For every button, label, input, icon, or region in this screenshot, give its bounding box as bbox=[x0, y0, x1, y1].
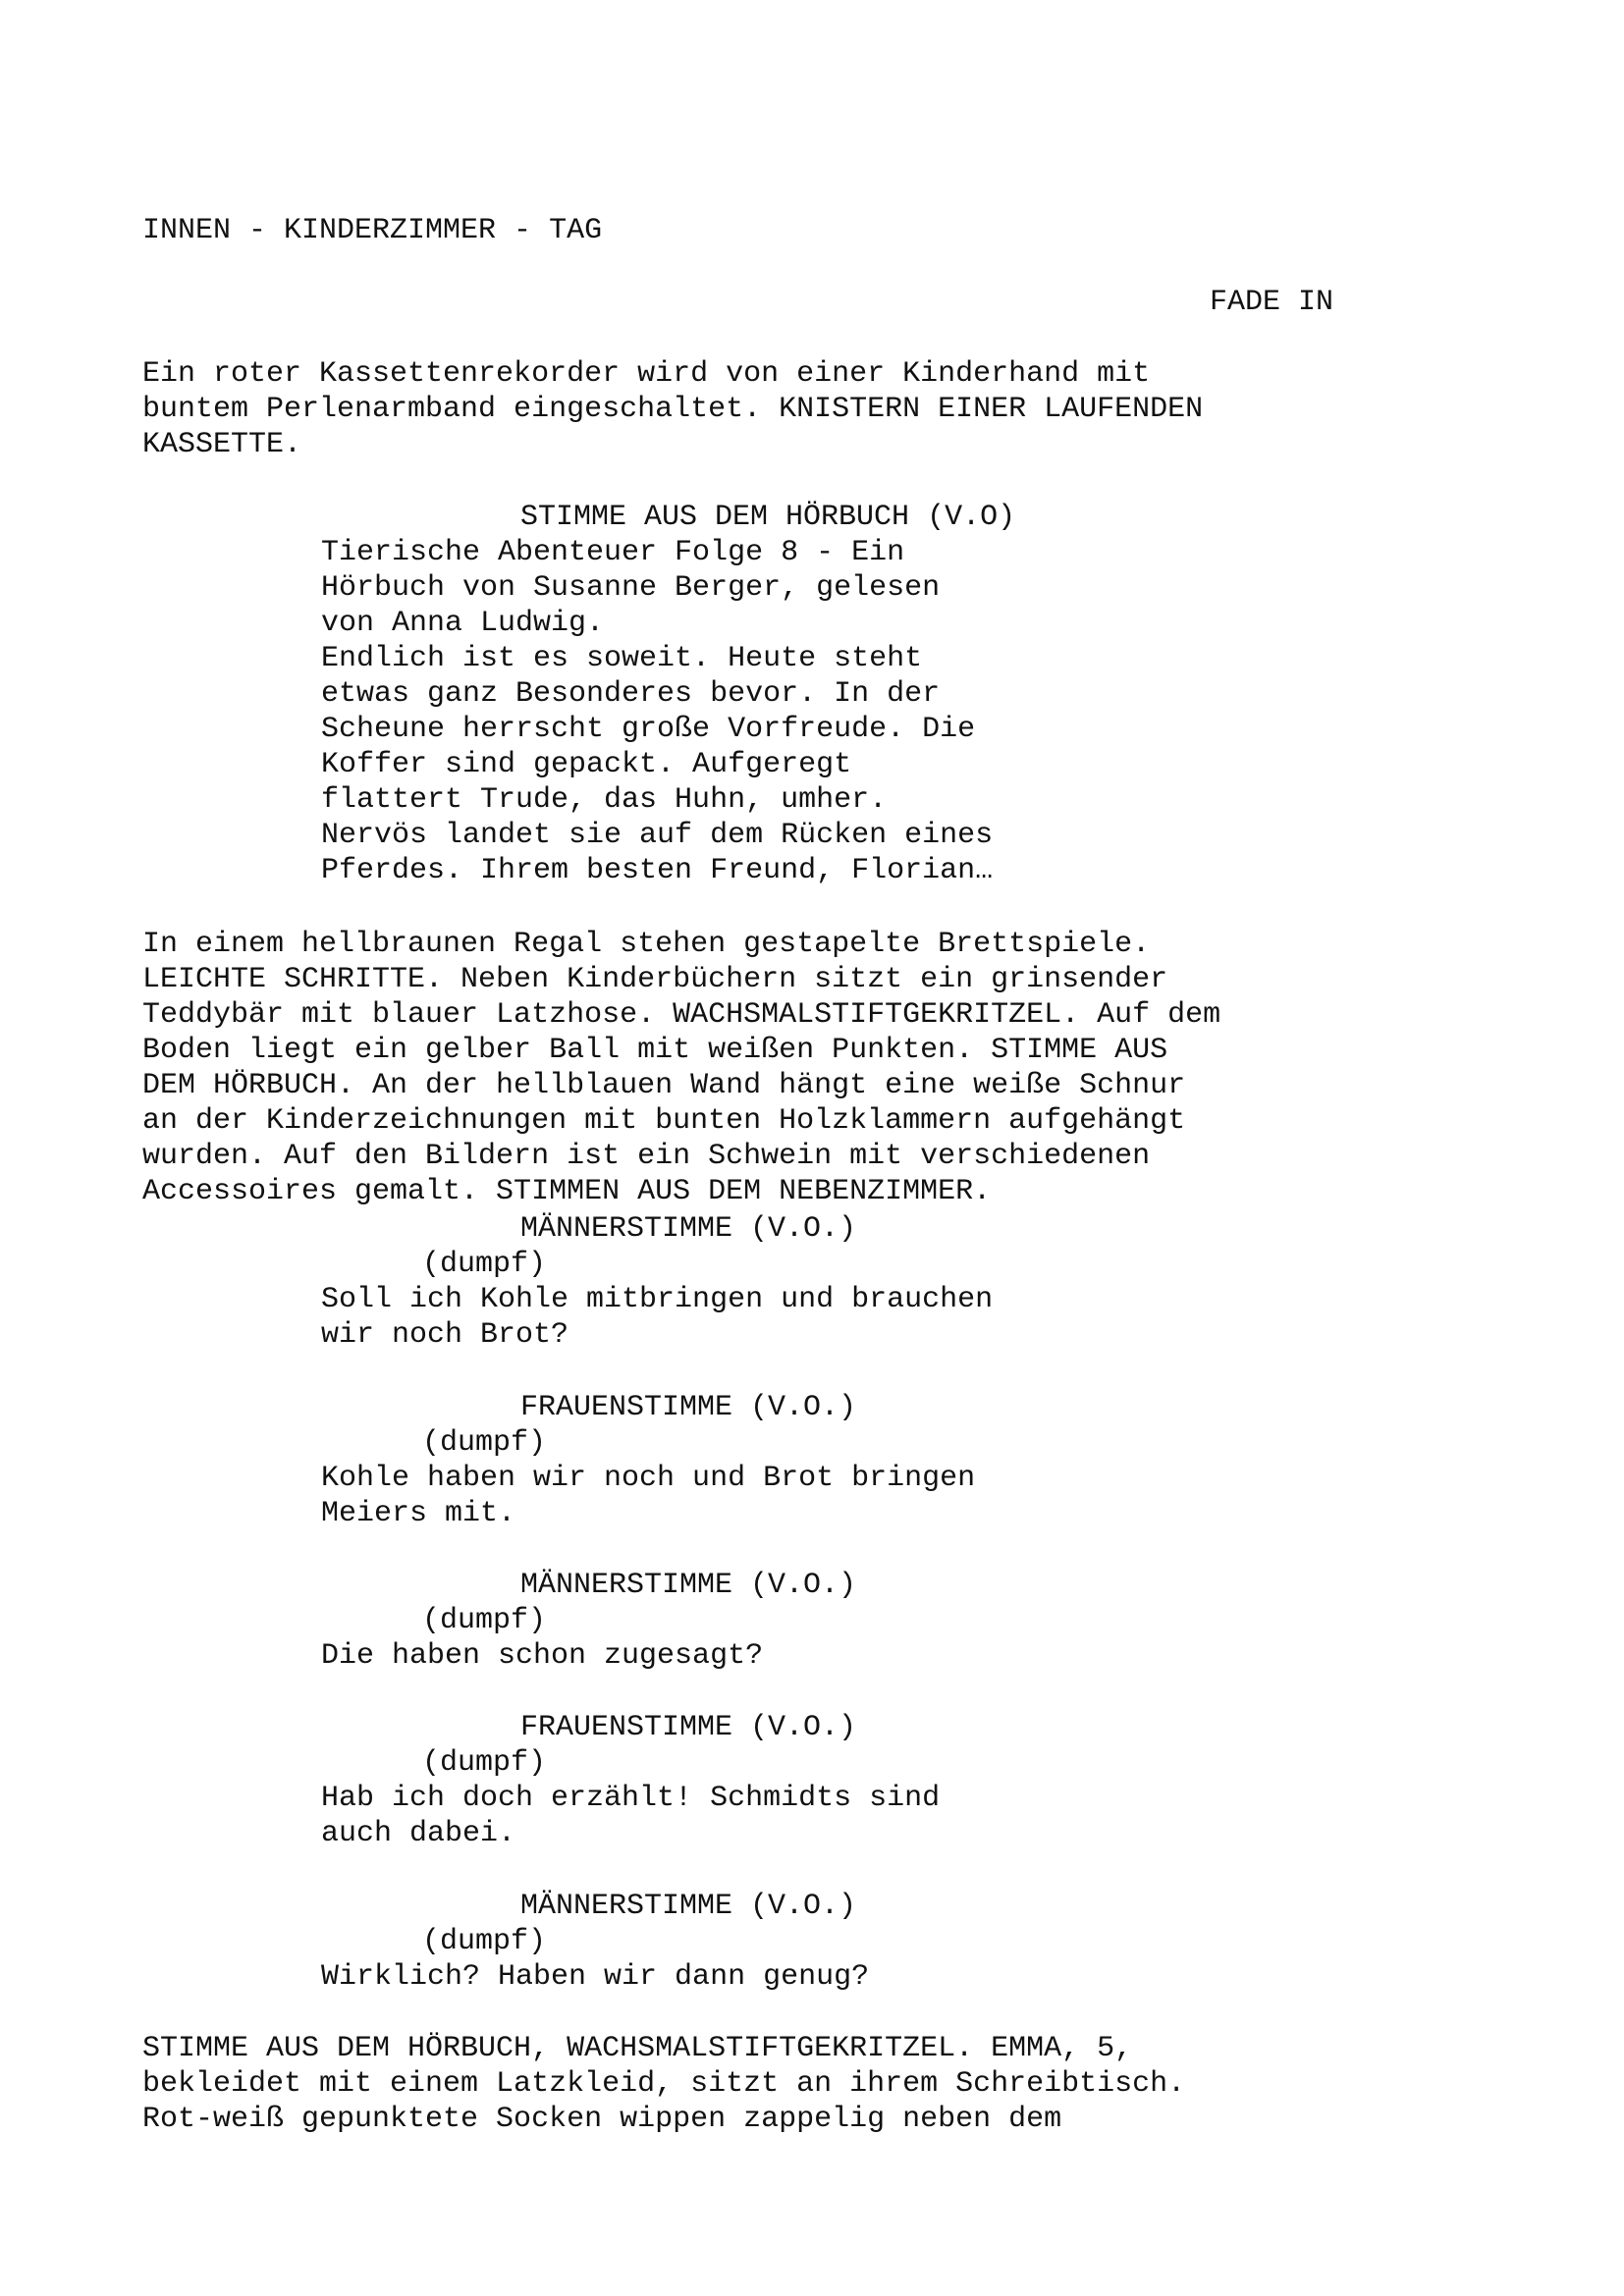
dialogue-line: Tierische Abenteuer Folge 8 - Ein bbox=[321, 536, 905, 569]
dialogue-line: Wirklich? Haben wir dann genug? bbox=[321, 1960, 870, 1994]
dialogue-block-1 bbox=[321, 535, 993, 888]
dialogue-block-4 bbox=[321, 1638, 763, 1674]
dialogue-line: Hörbuch von Susanne Berger, gelesen bbox=[321, 571, 941, 605]
parenthetical: (dumpf) bbox=[422, 1426, 547, 1460]
character-name: MÄNNERSTIMME (V.O.) bbox=[520, 1890, 857, 1923]
dialogue-line: wir noch Brot? bbox=[321, 1318, 569, 1352]
dialogue-line: auch dabei. bbox=[321, 1817, 516, 1850]
parenthetical: (dumpf) bbox=[422, 1604, 547, 1637]
dialogue-line: Kohle haben wir noch und Brot bringen bbox=[321, 1462, 976, 1495]
action-line: Accessoires gemalt. STIMMEN AUS DEM NEBENZIMMER. bbox=[142, 1175, 992, 1208]
action-line: Ein roter Kassettenrekorder wird von einer Kinderhand mit bbox=[142, 357, 1151, 391]
action-line: an der Kinderzeichnungen mit bunten Holzklammern aufgehängt bbox=[142, 1104, 1186, 1138]
dialogue-block-3 bbox=[321, 1461, 975, 1531]
character-name: FRAUENSTIMME (V.O.) bbox=[520, 1711, 857, 1744]
action-line: Boden liegt ein gelber Ball mit weißen Punkten. STIMME AUS bbox=[142, 1034, 1168, 1067]
dialogue-line: Pferdes. Ihrem besten Freund, Florian… bbox=[321, 854, 994, 887]
transition: FADE IN bbox=[1210, 286, 1334, 319]
action-line: LEICHTE SCHRITTE. Neben Kinderbüchern sitzt ein grinsender bbox=[142, 963, 1168, 996]
dialogue-line: Hab ich doch erzählt! Schmidts sind bbox=[321, 1782, 941, 1815]
character-name: FRAUENSTIMME (V.O.) bbox=[520, 1391, 857, 1424]
action-line: KASSETTE. bbox=[142, 428, 302, 461]
character-name: MÄNNERSTIMME (V.O.) bbox=[520, 1569, 857, 1602]
parenthetical: (dumpf) bbox=[422, 1248, 547, 1281]
scene-heading: INNEN - KINDERZIMMER - TAG bbox=[142, 214, 603, 247]
action-line: Teddybär mit blauer Latzhose. WACHSMALSTIFTGEKRITZEL. Auf dem bbox=[142, 998, 1221, 1032]
character-name: STIMME AUS DEM HÖRBUCH (V.O) bbox=[520, 501, 1016, 534]
action-line: buntem Perlenarmband eingeschaltet. KNISTERN EINER LAUFENDEN bbox=[142, 393, 1204, 426]
action-line: wurden. Auf den Bildern ist ein Schwein mit verschiedenen bbox=[142, 1140, 1151, 1173]
action-line: STIMME AUS DEM HÖRBUCH, WACHSMALSTIFTGEKRITZEL. EMMA, 5, bbox=[142, 2032, 1133, 2065]
action-line: Rot-weiß gepunktete Socken wippen zappelig neben dem bbox=[142, 2103, 1062, 2136]
dialogue-line: Scheune herrscht große Vorfreude. Die bbox=[321, 713, 976, 746]
dialogue-line: Nervös landet sie auf dem Rücken eines bbox=[321, 819, 994, 852]
character-name: MÄNNERSTIMME (V.O.) bbox=[520, 1212, 857, 1246]
action-block-1 bbox=[142, 356, 1203, 462]
dialogue-block-6 bbox=[321, 1959, 869, 1995]
dialogue-line: Die haben schon zugesagt? bbox=[321, 1639, 764, 1673]
action-line: DEM HÖRBUCH. An der hellblauen Wand hängt eine weiße Schnur bbox=[142, 1069, 1186, 1102]
dialogue-line: Soll ich Kohle mitbringen und brauchen bbox=[321, 1283, 994, 1316]
dialogue-block-2 bbox=[321, 1282, 993, 1353]
dialogue-line: flattert Trude, das Huhn, umher. bbox=[321, 783, 888, 817]
dialogue-line: etwas ganz Besonderes bevor. In der bbox=[321, 677, 941, 711]
parenthetical: (dumpf) bbox=[422, 1925, 547, 1958]
dialogue-block-5 bbox=[321, 1781, 940, 1851]
action-line: In einem hellbraunen Regal stehen gestapelte Brettspiele. bbox=[142, 928, 1151, 961]
action-block-2 bbox=[142, 927, 1220, 1209]
dialogue-line: Koffer sind gepackt. Aufgeregt bbox=[321, 748, 852, 781]
dialogue-line: Meiers mit. bbox=[321, 1497, 516, 1530]
action-line: bekleidet mit einem Latzkleid, sitzt an ihrem Schreibtisch. bbox=[142, 2067, 1186, 2101]
parenthetical: (dumpf) bbox=[422, 1746, 547, 1780]
action-block-3 bbox=[142, 2031, 1185, 2137]
dialogue-line: Endlich ist es soweit. Heute steht bbox=[321, 642, 923, 675]
dialogue-line: von Anna Ludwig. bbox=[321, 607, 605, 640]
